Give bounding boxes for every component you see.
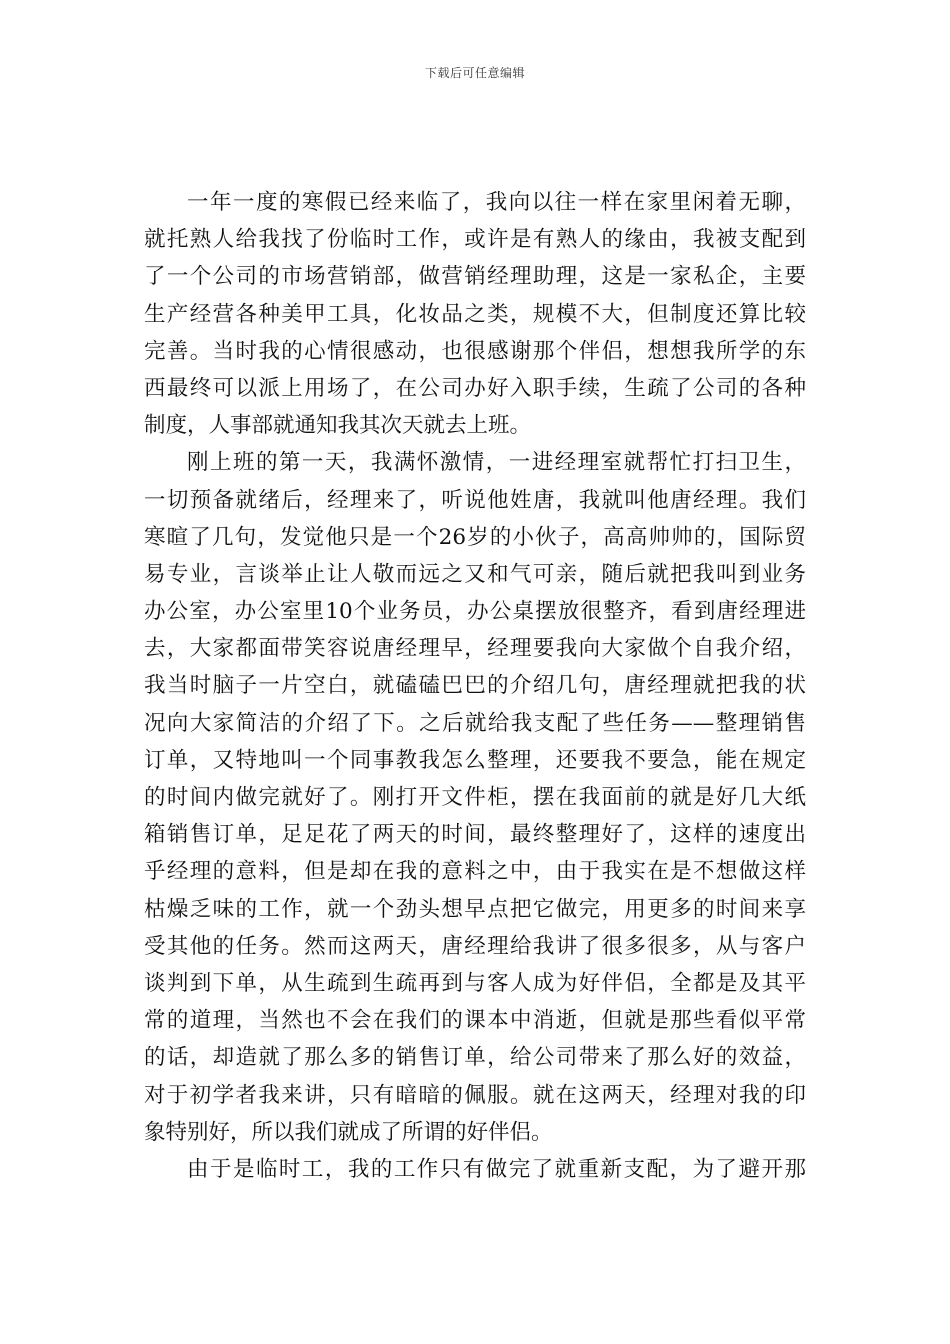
text-line: 就托熟人给我找了份临时工作，或许是有熟人的缘由，我被支配到 — [144, 227, 806, 253]
text-line: 谈判到下单，从生疏到生疏再到与客人成为好伴侣，全都是及其平 — [144, 970, 806, 996]
text-line: 生产经营各种美甲工具，化妆品之类，规模不大，但制度还算比较 — [144, 301, 806, 327]
text-line: 乎经理的意料，但是却在我的意料之中，由于我实在是不想做这样 — [144, 859, 806, 885]
page-header-caption: 下载后可任意编辑 — [424, 66, 525, 80]
text-line: 寒暄了几句，发觉他只是一个26岁的小伙子，高高帅帅的，国际贸 — [144, 524, 806, 550]
text-line: 常的道理，当然也不会在我们的课本中消逝，但就是那些看似平常 — [144, 1008, 806, 1034]
paragraph — [144, 444, 806, 1151]
paragraph — [144, 1151, 806, 1188]
text-line: 受其他的任务。然而这两天，唐经理给我讲了很多很多，从与客户 — [144, 933, 806, 959]
text-line: 办公室，办公室里10个业务员，办公桌摆放很整齐，看到唐经理进 — [144, 599, 806, 625]
text-line: 况向大家简洁的介绍了下。之后就给我支配了些任务——整理销售 — [144, 710, 806, 736]
text-line: 易专业，言谈举止让人敬而远之又和气可亲，随后就把我叫到业务 — [144, 561, 806, 587]
text-line: 完善。当时我的心情很感动，也很感谢那个伴侣，想想我所学的东 — [144, 338, 806, 364]
document-body — [144, 184, 806, 1188]
text-line: 箱销售订单，足足花了两天的时间，最终整理好了，这样的速度出 — [144, 822, 806, 848]
text-line: 西最终可以派上用场了，在公司办好入职手续，生疏了公司的各种 — [144, 375, 806, 401]
text-line: 订单，又特地叫一个同事教我怎么整理，还要我不要急，能在规定 — [144, 747, 806, 773]
text-line: 枯燥乏味的工作，就一个劲头想早点把它做完，用更多的时间来享 — [144, 896, 806, 922]
text-line: 的时间内做完就好了。刚打开文件柜，摆在我面前的就是好几大纸 — [144, 785, 806, 810]
text-line: 由于是临时工，我的工作只有做完了就重新支配，为了避开那 — [187, 1156, 806, 1182]
text-line: 一切预备就绪后，经理来了，听说他姓唐，我就叫他唐经理。我们 — [144, 487, 806, 513]
text-line: 去，大家都面带笑容说唐经理早，经理要我向大家做个自我介绍， — [144, 636, 806, 662]
paragraph — [144, 184, 806, 444]
text-line: 制度，人事部就通知我其次天就去上班。 — [144, 413, 532, 439]
text-line: 的话，却造就了那么多的销售订单，给公司带来了那么好的效益， — [144, 1045, 806, 1071]
text-line: 了一个公司的市场营销部，做营销经理助理，这是一家私企，主要 — [144, 264, 806, 290]
text-line: 象特别好，所以我们就成了所谓的好伴侣。 — [144, 1119, 553, 1145]
text-line: 对于初学者我来讲，只有暗暗的佩服。就在这两天，经理对我的印 — [144, 1082, 806, 1108]
text-line: 刚上班的第一天，我满怀激情，一进经理室就帮忙打扫卫生， — [187, 450, 806, 476]
text-line: 我当时脑子一片空白，就磕磕巴巴的介绍几句，唐经理就把我的状 — [144, 673, 806, 699]
text-line: 一年一度的寒假已经来临了，我向以往一样在家里闲着无聊， — [187, 190, 806, 215]
